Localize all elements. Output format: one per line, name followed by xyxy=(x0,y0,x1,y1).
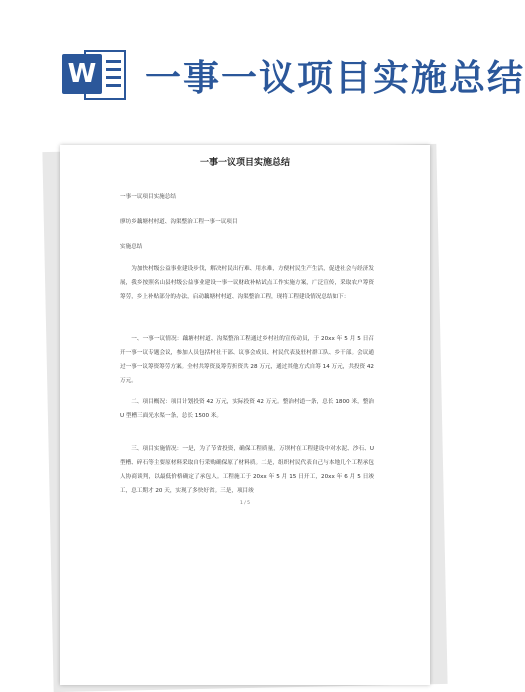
banner-title: 一事一议项目实施总结 xyxy=(145,58,525,99)
doc-paragraph: 三、项目实施情况：一是，为了节省投资，确保工程质量，万坝村在工程建设中对水泥、沙石、U 型槽、碎石等主要原材料采取自行采购确保原了材料质。二是，组织村民代表自己与本地几个工程承包人协商谈判，以最低价格确定了承包人。工程施工于 20xx 年 5 月 15 日开工，20xx 年 6 月 5 日竣工，总工期才 20 天，实现了多快好省。三是，项目竣 xyxy=(120,446,374,494)
doc-paragraph: 二、项目概况：项目计划投资 42 万元，实际投资 42 万元。整治村道一条，总长 1800 米，整治 U 型槽三面光水渠一条，总长 1500 米。 xyxy=(120,399,374,419)
word-app-icon xyxy=(62,46,128,102)
logo-line-decoration xyxy=(106,60,121,63)
doc-line: 实施总结 xyxy=(120,244,143,250)
logo-line-decoration xyxy=(106,76,121,79)
word-logo-letter: W xyxy=(62,54,102,94)
doc-paragraph: 为加快村级公益事业建设步伐，解决村民出行难、用水难，方便村民生产生活，促进社会与经济发展，我乡按照名山县村级公益事业建设一事一议财政补帖试点工作实施方案，广泛宣传，采取农户筹资筹劳，乡上补贴部分的办法，启动藕塘村村道、沟渠整治工程，现将工程建设情况总结如下： xyxy=(120,266,374,300)
doc-line: 一事一议项目实施总结 xyxy=(120,194,176,200)
header-banner xyxy=(0,0,525,130)
document-title: 一事一议项目实施总结 xyxy=(199,158,290,168)
logo-line-decoration xyxy=(106,68,121,71)
document-page xyxy=(60,145,430,685)
doc-paragraph: 一、一事一议情况：藕塘村村道、沟渠整治工程通过乡村社的宣传动员，于 20xx 年 5 月 5 日召开一事一议专题会议，参加人员包括村社干部、议事会成员、村民代表及驻村群工队、乡干部。会议通过一事一议筹资筹劳方案。全村共筹资及筹劳折资共 28 万元，通过其他方式自筹 14 万元，共投资 42 万元。 xyxy=(120,336,374,384)
logo-line-decoration xyxy=(106,84,121,87)
doc-line: 廖坊乡藕塘村村道、沟渠整治工程一事一议项目 xyxy=(120,219,238,225)
page-number: 1 / 5 xyxy=(239,501,251,506)
